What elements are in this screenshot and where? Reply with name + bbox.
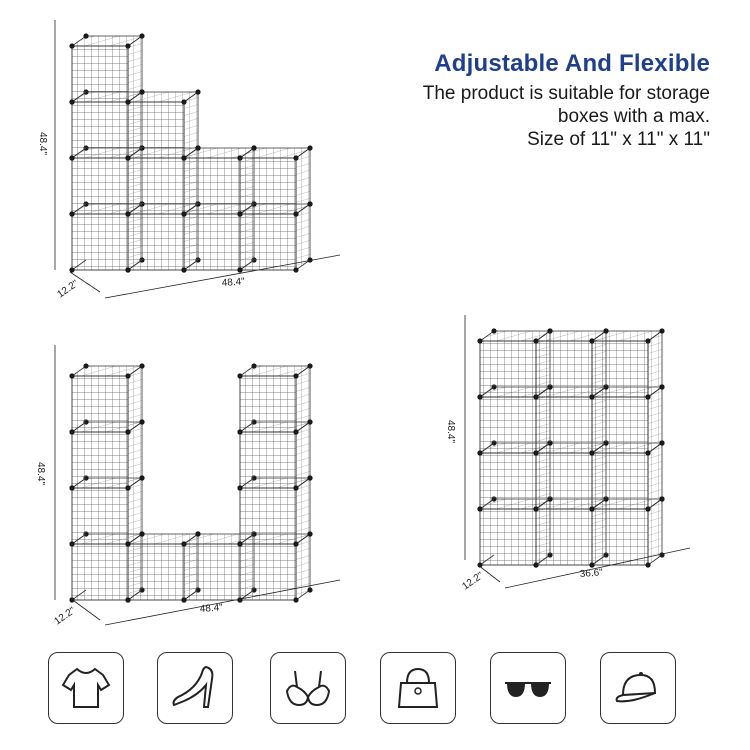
joint-connector	[139, 89, 144, 94]
bra-icon	[281, 661, 335, 715]
baseball-cap-icon-box	[600, 652, 676, 724]
joint-connector	[533, 450, 538, 455]
joint-connector	[307, 363, 312, 368]
joint-connector	[589, 562, 594, 567]
joint-connector	[307, 475, 312, 480]
joint-connector	[477, 506, 482, 511]
joint-connector	[589, 450, 594, 455]
joint-connector	[293, 373, 298, 378]
joint-connector	[237, 429, 242, 434]
grid-height-label: 48.4"	[445, 420, 456, 444]
joint-connector	[181, 267, 186, 272]
u-shape-height-label: 48.4"	[35, 462, 46, 486]
joint-connector	[195, 89, 200, 94]
wire-cube	[125, 89, 200, 160]
wire-cube	[69, 363, 144, 434]
staircase-shelf	[69, 33, 312, 272]
u-shape-width-label: 48.4"	[199, 602, 224, 615]
joint-connector	[69, 485, 74, 490]
bra-icon-box	[270, 652, 346, 724]
joint-connector	[181, 211, 186, 216]
joint-connector	[125, 485, 130, 490]
joint-connector	[69, 99, 74, 104]
joint-connector	[589, 338, 594, 343]
joint-connector	[293, 541, 298, 546]
joint-connector	[533, 506, 538, 511]
t-shirt-icon-box	[48, 652, 124, 724]
joint-connector	[125, 541, 130, 546]
joint-connector	[125, 211, 130, 216]
high-heel-icon-box	[157, 652, 233, 724]
joint-connector	[237, 541, 242, 546]
joint-connector	[237, 373, 242, 378]
staircase-height-label: 48.4"	[37, 132, 48, 156]
joint-connector	[69, 155, 74, 160]
description-line-3: Size of 11" x 11" x 11"	[527, 129, 710, 150]
baseball-cap-icon	[611, 661, 665, 715]
joint-connector	[237, 485, 242, 490]
joint-connector	[307, 145, 312, 150]
joint-connector	[307, 531, 312, 536]
handbag-icon	[391, 661, 445, 715]
joint-connector	[589, 506, 594, 511]
grid-shelf	[477, 328, 664, 567]
joint-connector	[293, 155, 298, 160]
joint-connector	[477, 394, 482, 399]
joint-connector	[237, 267, 242, 272]
t-shirt-icon	[59, 661, 113, 715]
storage-items-icons	[0, 652, 750, 724]
joint-connector	[659, 440, 664, 445]
joint-connector	[307, 419, 312, 424]
u-shape-depth-label: 12.2"	[52, 605, 78, 628]
joint-connector	[69, 541, 74, 546]
joint-connector	[251, 363, 256, 368]
joint-connector	[237, 155, 242, 160]
joint-connector	[181, 541, 186, 546]
description-line-1: The product is suitable for storage	[422, 83, 710, 104]
joint-connector	[69, 211, 74, 216]
joint-connector	[307, 587, 312, 592]
joint-connector	[645, 338, 650, 343]
joint-connector	[125, 373, 130, 378]
joint-connector	[645, 562, 650, 567]
joint-connector	[139, 363, 144, 368]
joint-connector	[125, 155, 130, 160]
joint-connector	[125, 597, 130, 602]
joint-connector	[139, 475, 144, 480]
joint-connector	[293, 485, 298, 490]
joint-connector	[237, 597, 242, 602]
joint-connector	[83, 33, 88, 38]
joint-connector	[533, 338, 538, 343]
joint-connector	[181, 597, 186, 602]
joint-connector	[659, 552, 664, 557]
joint-connector	[251, 145, 256, 150]
staircase-depth-label: 12.2"	[55, 278, 81, 301]
joint-connector	[195, 531, 200, 536]
joint-connector	[603, 328, 608, 333]
joint-connector	[69, 43, 74, 48]
joint-connector	[477, 338, 482, 343]
grid-width-label: 36.6"	[579, 567, 604, 580]
sunglasses-icon-box	[490, 652, 566, 724]
high-heel-icon	[168, 661, 222, 715]
joint-connector	[69, 373, 74, 378]
wire-cube	[237, 363, 312, 434]
handbag-icon-box	[380, 652, 456, 724]
joint-connector	[293, 597, 298, 602]
staircase-width-label: 48.4"	[221, 276, 246, 289]
joint-connector	[589, 394, 594, 399]
joint-connector	[181, 99, 186, 104]
joint-connector	[125, 99, 130, 104]
joint-connector	[293, 267, 298, 272]
joint-connector	[659, 328, 664, 333]
joint-connector	[139, 531, 144, 536]
description-line-2: boxes with a max.	[557, 106, 710, 127]
joint-connector	[125, 43, 130, 48]
joint-connector	[491, 328, 496, 333]
joint-connector	[293, 429, 298, 434]
sunglasses-icon	[501, 661, 555, 715]
joint-connector	[477, 450, 482, 455]
headline-title: Adjustable And Flexible	[434, 50, 710, 77]
joint-connector	[533, 562, 538, 567]
joint-connector	[83, 363, 88, 368]
joint-connector	[125, 429, 130, 434]
joint-connector	[69, 429, 74, 434]
joint-connector	[547, 328, 552, 333]
joint-connector	[139, 419, 144, 424]
joint-connector	[237, 211, 242, 216]
wire-cube	[69, 33, 144, 104]
joint-connector	[645, 394, 650, 399]
grid-depth-label: 12.2"	[460, 570, 486, 593]
joint-connector	[293, 211, 298, 216]
joint-connector	[139, 33, 144, 38]
joint-connector	[659, 384, 664, 389]
wire-cube	[237, 145, 312, 216]
joint-connector	[533, 394, 538, 399]
u-shape-shelf	[69, 363, 312, 602]
joint-connector	[125, 267, 130, 272]
joint-connector	[659, 496, 664, 501]
joint-connector	[195, 145, 200, 150]
joint-connector	[181, 155, 186, 160]
joint-connector	[645, 506, 650, 511]
joint-connector	[645, 450, 650, 455]
wire-cube	[589, 328, 664, 399]
joint-connector	[307, 201, 312, 206]
